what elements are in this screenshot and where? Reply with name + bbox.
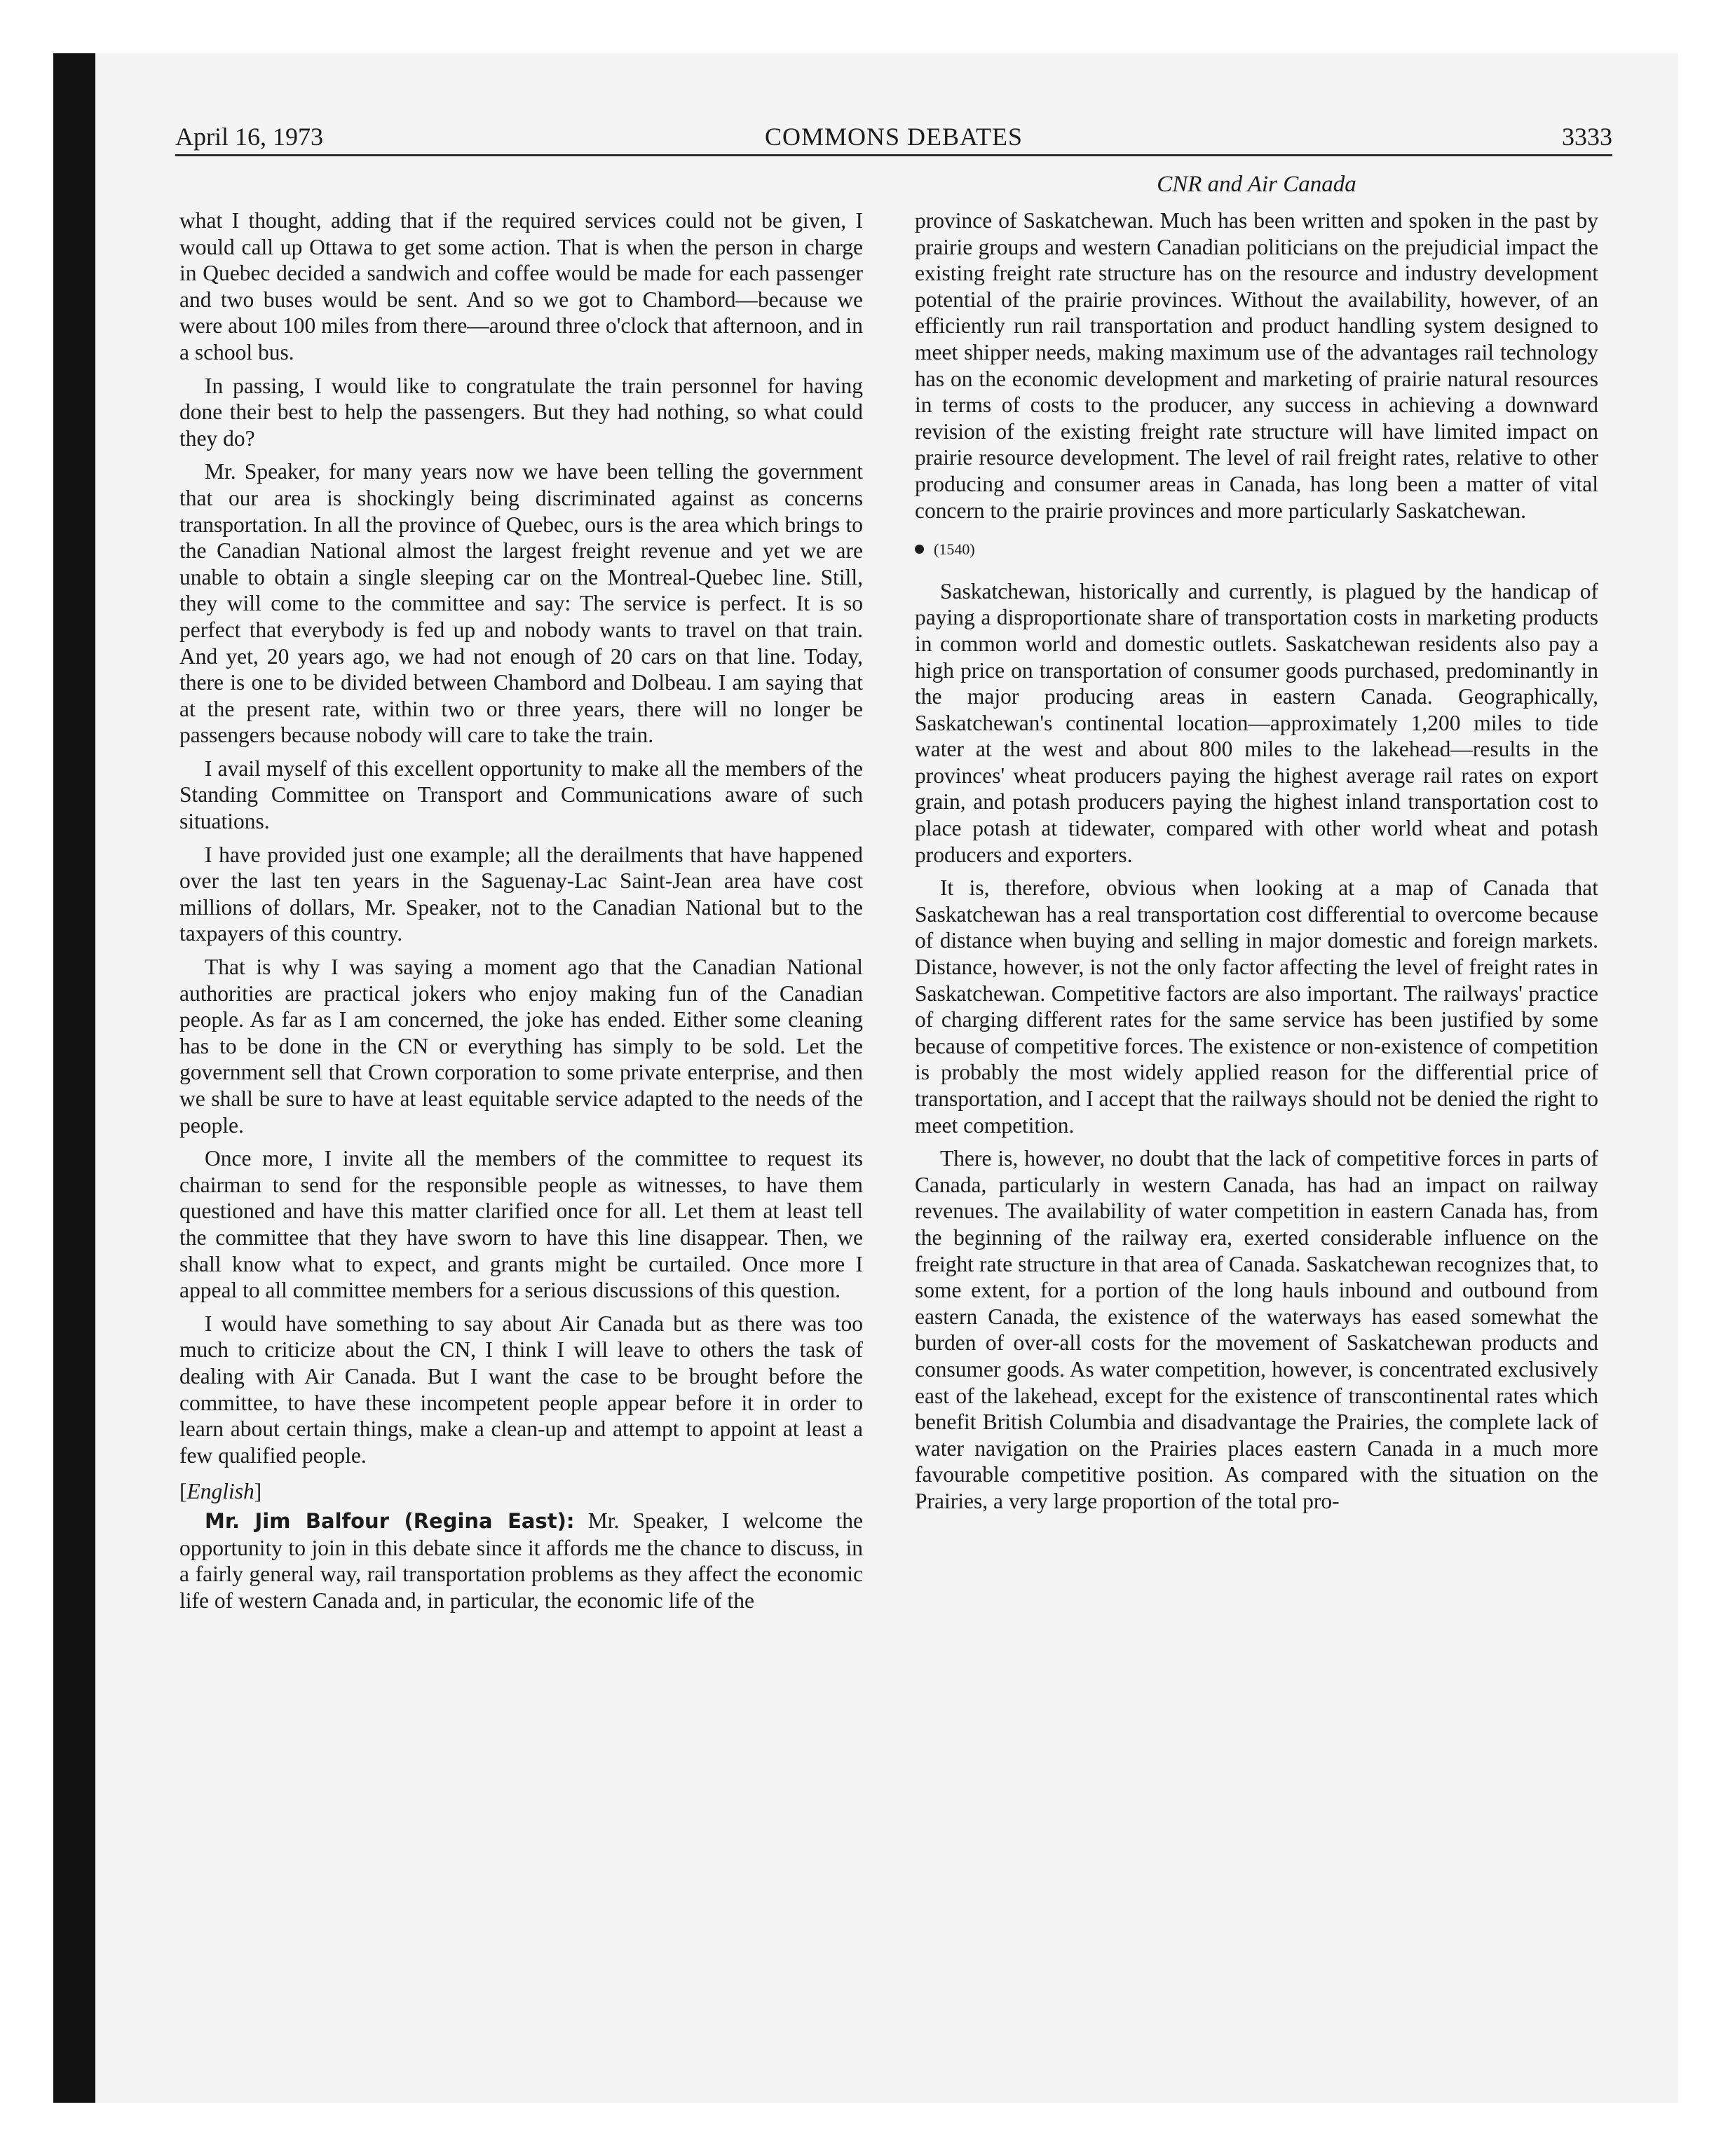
time-marker <box>915 536 1598 563</box>
paragraph: I avail myself of this excellent opportunity to make all the members of the Standing Committee on Transport and Communications aware of such situations. <box>179 756 863 834</box>
language-note-text: English <box>186 1479 254 1504</box>
header-date: April 16, 1973 <box>175 123 323 151</box>
paragraph: That is why I was saying a moment ago that the Canadian National authorities are practical jokers who enjoy making fun of the Canadian people. As far as I am concerned, the joke has ended. Either some cleaning has to be done in the CN or everything has simply to be sold. Let the government sell that Crown corporation to some private enterprise, and then we shall be sure to have at least equitable service adapted to the needs of the people. <box>179 955 863 1138</box>
paragraph: Mr. Speaker, for many years now we have been telling the government that our area is shockingly being discriminated against as concerns transportation. In all the province of Quebec, ours is the area which brings to the Canadian National almost the largest freight revenue and yet we are unable to obtain a single sleeping car on the Montreal-Quebec line. Still, they will come to the committee and say: The service is perfect. It is so perfect that everybody is fed up and nobody wants to travel on that train. And yet, 20 years ago, we had not enough of 20 cars on that line. Today, there is one to be divided between Chambord and Dolbeau. I am saying that at the present rate, within two or three years, there will no longer be passengers because nobody will care to take the train. <box>179 459 863 748</box>
section-title: CNR and Air Canada <box>1157 172 1356 197</box>
scan-edge-shadow <box>53 53 95 2103</box>
paragraph: I would have something to say about Air Canada but as there was too much to criticize about the CN, I think I will leave to others the task of dealing with Air Canada. But I want the case to be brought before the committee, to have these incompetent people appear before it in order to learn about certain things, make a clean-up and attempt to appoint at least a few qualified people. <box>179 1311 863 1468</box>
speaker-text: Mr. Speaker, I welcome the opportunity to join in this debate since it affords me the chance to discuss, in a fairly general way, rail transportation problems as they affect the economic life of western Canada and, in particular, the economic life of the <box>179 1508 864 1613</box>
left-column <box>179 207 863 1621</box>
paragraph: There is, however, no doubt that the lack of competitive forces in parts of Canada, particularly in western Canada, has had an impact on railway revenues. The availability of water competition in eastern Canada has, from the beginning of the railway era, exerted considerable influence on the freight rate structure in that area of Canada. Saskatchewan recognizes that, to some extent, for a portion of the long hauls inbound and outbound from eastern Canada, the existence of the waterways has eased somewhat the burden of over-all costs for the movement of Saskatchewan products and consumer goods. As water competition, however, is concentrated exclusively east of the lakehead, except for the existence of transcontinental rates which benefit British Columbia and disadvantage the Prairies, the complete lack of water navigation on the Prairies places eastern Canada in a much more favourable competitive position. As compared with the situation on the Prairies, a very large proportion of the total pro- <box>915 1146 1598 1513</box>
header-publication: COMMONS DEBATES <box>764 123 1023 151</box>
paragraph: what I thought, adding that if the required services could not be given, I would call up Ottawa to get some action. That is when the person in charge in Quebec decided a sandwich and coffee would be made for each passenger and two buses would be sent. And so we got to Chambord—because we were about 100 miles from there—around three o'clock that afternoon, and in a school bus. <box>179 208 863 364</box>
paragraph: I have provided just one example; all the derailments that have happened over the last ten years in the Saguenay-Lac Saint-Jean area have cost millions of dollars, Mr. Speaker, not to the Canadian National but to the taxpayers of this country. <box>179 842 863 946</box>
bullet-icon <box>915 545 924 554</box>
paragraph: Saskatchewan, historically and currently, is plagued by the handicap of paying a disproportionate share of transportation costs in marketing products in common world and domestic outlets. Saskatchewan residents also pay a high price on transportation of consumer goods purchased, predominantly in the major producing areas in eastern Canada. Geographically, Saskatchewan's continental location—approximately 1,200 miles to tide water at the west and about 800 miles to the lakehead—results in the provinces' wheat producers paying the highest average rail rates on export grain, and potash producers paying the highest inland transportation cost to place potash at tidewater, compared with other world wheat and potash producers and exporters. <box>915 578 1598 867</box>
speaker-name: Mr. Jim Balfour (Regina East): <box>205 1508 575 1533</box>
page-header <box>175 118 1612 156</box>
header-page-number: 3333 <box>1562 123 1612 151</box>
language-note: [English] <box>179 1479 262 1504</box>
right-column <box>915 207 1598 1522</box>
speaker-paragraph <box>179 1508 863 1613</box>
paragraph: province of Saskatchewan. Much has been written and spoken in the past by prairie groups and western Canadian politicians on the prejudicial impact the existing freight rate structure has on the resource and industry development potential of the prairie provinces. Without the availability, however, of an efficiently run rail transportation and product handling system designed to meet shipper needs, making maximum use of the advantages rail technology has on the economic development and marketing of prairie natural resources in terms of costs to the producer, any success in achieving a downward revision of the existing freight rate structure will have limited impact on prairie resource development. The level of rail freight rates, relative to other producing and consumer areas in Canada, has long been a matter of vital concern to the prairie provinces and more particularly Saskatchewan. <box>915 208 1598 523</box>
paragraph: Once more, I invite all the members of the committee to request its chairman to send for the responsible people as witnesses, to have them questioned and have this matter clarified once for all. Let them at least tell the committee that they have sworn to have this line disappear. Then, we shall know what to expect, and grants might be curtailed. Once more I appeal to all committee members for a serious discussions of this question. <box>179 1146 863 1303</box>
paragraph: In passing, I would like to congratulate the train personnel for having done their best to help the passengers. But they had nothing, so what could they do? <box>179 373 863 451</box>
paragraph: It is, therefore, obvious when looking at a map of Canada that Saskatchewan has a real transportation cost differential to overcome because of distance when buying and selling in major domestic and foreign markets. Distance, however, is not the only factor affecting the level of freight rates in Saskatchewan. Competitive factors are also important. The railways' practice of charging different rates for the same service has been justified by some because of competitive forces. The existence or non-existence of competition is probably the most widely applied reason for the differential price of transportation, and I accept that the railways should not be denied the right to meet competition. <box>915 875 1598 1138</box>
time-marker-text: (1540) <box>934 540 975 559</box>
